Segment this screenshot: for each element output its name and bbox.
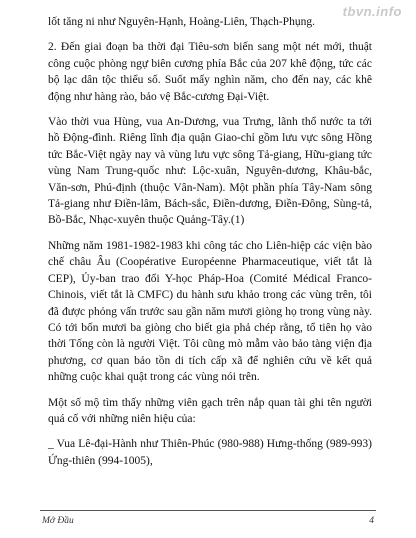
- page-body: [48, 14, 372, 478]
- watermark-logo: tbvn.info: [342, 4, 402, 19]
- paragraph: Vào thời vua Hùng, vua An-Dương, vua Trưng, lãnh thổ nước ta tới hồ Động-đình. Riêng lĩnh địa quận Giao-chỉ gồm lưu vực sông Hồng tức Bắc-Việt ngày nay và vùng lưu vực sông Tả-giang, Hữu-giang tức vùng Nam Trung-quốc như: Lộc-xuân, Nguyên-dương, Khâu-bắc, Văn-sơn, Phú-định (thuộc Vân-Nam). Một phần phía Tây-Nam sông Tả-giang như Điền-lâm, Bách-sắc, Điền-dương, Điền-Đông, Sùng-tả, Bồ-Bắc, Nhạc-xuyên thuộc Quảng-Tây.(1): [48, 116, 372, 227]
- paragraph: 2. Đến giai đoạn ba thời đại Tiêu-sơn biến sang một nét mới, thuật công cuộc phòng ngự biên cương phía Bắc của 207 khê động, tức các bộ lạc dân tộc thiểu số. Suốt mấy nghìn năm, cho đến nay, các khê động như hàng rào, bảo vệ Bắc-cương Đại-Việt.: [48, 41, 372, 103]
- paragraph: _ Vua Lê-đại-Hành như Thiên-Phúc (980-988) Hưng-thống (989-993) Ứng-thiên (994-1005),: [48, 438, 372, 467]
- paragraph: lốt tăng ni như Nguyên-Hạnh, Hoàng-Liên, Thạch-Phụng.: [48, 16, 315, 28]
- paragraph: Một số mộ tìm thấy những viên gạch trên nắp quan tài ghi tên người quá cố với những niên hiệu của:: [48, 396, 372, 425]
- footer-section-title: Mở Đầu: [42, 516, 74, 526]
- paragraph: Những năm 1981-1982-1983 khi công tác cho Liên-hiệp các viện bào chế châu Âu (Coopérative Européenne Pharmaceutique, viết tắt là CEP), Ủy-ban trao đổi Y-học Pháp-Hoa (Comité Médical Franco-Chinois, viết tắt là CMFC) du hành sưu khảo trong các vùng trên, tôi đã được phỏng vấn trước sau gần năm mươi giòng họ trong vùng này. Có tới bốn mươi ba giòng cho biết gia phả chép rằng, tổ tiên họ vào thời Tống còn là người Việt. Tôi cũng mò mẫm vào bảo tàng viện địa phương, cơ quan bảo tồn di tích cấp xã để nghiên cứu về kết quả những cuộc khai quật trong các vùng nói trên.: [48, 239, 372, 384]
- page-number: 4: [369, 516, 374, 526]
- footer-divider: [40, 510, 376, 511]
